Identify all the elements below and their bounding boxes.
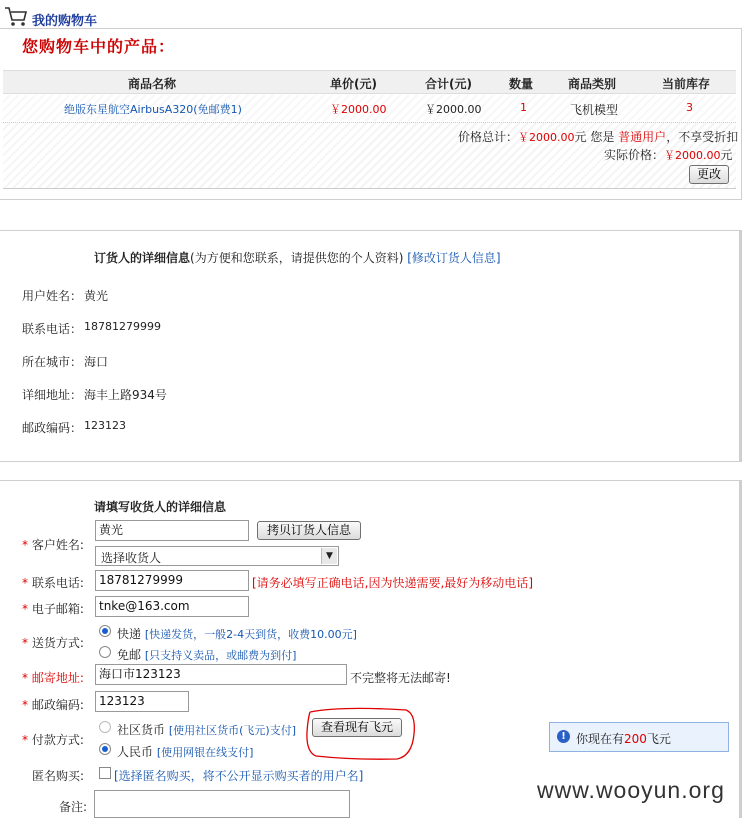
ship-express-option: 快递 [快递发货，一般2-4天到货，收费10.00元] (117, 627, 357, 641)
chevron-down-icon[interactable]: ▼ (321, 548, 337, 564)
product-name-link[interactable]: 绝版东星航空AirbusA320(免邮费1) (64, 103, 242, 116)
actual-price-line (604, 146, 733, 163)
email-label: * 电子邮箱: (22, 602, 84, 616)
actual-suffix: 元 (720, 148, 733, 162)
product-stock: 3 (686, 101, 693, 114)
edit-orderer-link[interactable]: [修改订货人信息] (407, 251, 501, 265)
actual-label: 实际价格： (604, 148, 665, 162)
phone-hint: [请务必填写正确电话,因为快递需要,最好为移动电话] (252, 576, 533, 590)
ship-free-radio[interactable] (99, 646, 111, 658)
address-hint: 不完整将无法邮寄! (350, 671, 451, 685)
orderer-zip-label: 邮政编码： (22, 421, 83, 435)
anonymous-hint: [选择匿名购买，将不公开显示购买者的用户名] (114, 769, 364, 783)
col-subtotal: 合计(元) (425, 77, 472, 91)
total-suffix: 元 您是 (574, 130, 615, 144)
orderer-name-label: 用户姓名： (22, 289, 83, 303)
pay-coin-option: 社区货币 [使用社区货币(飞元)支付] (117, 723, 297, 737)
orderer-phone-value: 18781279999 (84, 320, 161, 333)
orderer-subtitle: (为方便和您联系，请提供您的个人资料) (190, 251, 404, 265)
product-category: 飞机模型 (570, 103, 619, 117)
receiver-title: 请填写收货人的详细信息 (94, 500, 227, 514)
coin-notice (549, 722, 729, 752)
payment-label: * 付款方式: (22, 733, 84, 747)
product-subtotal: ￥2000.00 (425, 103, 482, 116)
note-textarea[interactable] (94, 790, 350, 818)
annotation-circle (302, 704, 418, 762)
shipping-label: * 送货方式: (22, 636, 84, 650)
address-input[interactable]: 海口市123123 (95, 664, 347, 685)
orderer-address-label: 详细地址： (22, 388, 83, 402)
receiver-name-label: * 客户姓名: (22, 538, 84, 552)
products-heading: 您购物车中的产品： (22, 37, 176, 56)
coin-amount: 200 (624, 732, 647, 746)
ship-free-option: 免邮 [只支持义卖品，或邮费为到付] (117, 648, 297, 662)
product-price: ￥2000.00 (330, 103, 387, 116)
user-type: 普通用户 (618, 130, 667, 144)
receiver-name-input[interactable]: 黄光 (95, 520, 249, 541)
ship-express-hint: [快递发货，一般2-4天到货，收费10.00元] (144, 628, 357, 641)
col-quantity: 数量 (509, 77, 534, 91)
anonymous-label: 匿名购买: (32, 769, 85, 783)
total-value: ￥2000.00 (518, 131, 575, 144)
cart-icon (4, 5, 28, 27)
actual-value: ￥2000.00 (664, 149, 721, 162)
orderer-city-value: 海口 (84, 355, 109, 369)
orderer-city-label: 所在城市： (22, 355, 83, 369)
check-coins-button[interactable]: 查看现有飞元 (312, 718, 402, 737)
pay-coin-radio[interactable] (99, 721, 111, 733)
coin-notice-text: 你现在有200飞元 (576, 732, 671, 746)
ship-free-hint: [只支持义卖品，或邮费为到付] (144, 649, 297, 662)
pay-rmb-hint: [使用网银在线支付] (156, 746, 254, 759)
pay-rmb-option: 人民币 [使用网银在线支付] (117, 745, 254, 759)
address-label: * 邮寄地址: (22, 671, 84, 685)
info-icon: ! (557, 730, 570, 743)
orderer-address-value: 海丰上路934号 (84, 388, 167, 402)
ship-express-radio[interactable] (99, 625, 111, 637)
col-stock: 当前库存 (662, 77, 711, 91)
receiver-select-value: 选择收货人 (101, 551, 162, 565)
price-total-line (458, 128, 738, 145)
anonymous-checkbox[interactable] (99, 767, 111, 779)
col-product-name: 商品名称 (128, 77, 177, 91)
orderer-title: 订货人的详细信息 (94, 251, 191, 265)
modify-button[interactable]: 更改 (689, 165, 729, 184)
discount-note: ，不享受折扣 (666, 130, 739, 144)
col-category: 商品类别 (568, 77, 617, 91)
note-label: 备注: (59, 800, 88, 814)
copy-orderer-button[interactable]: 拷贝订货人信息 (257, 521, 361, 540)
zip-input[interactable]: 123123 (95, 691, 189, 712)
col-unit-price: 单价(元) (330, 77, 377, 91)
orderer-phone-label: 联系电话： (22, 322, 83, 336)
phone-input[interactable]: 18781279999 (95, 570, 249, 591)
email-input[interactable]: tnke@163.com (95, 596, 249, 617)
orderer-title-line (94, 249, 501, 266)
receiver-select[interactable] (95, 546, 339, 566)
phone-label: * 联系电话: (22, 576, 84, 590)
zip-label: * 邮政编码: (22, 698, 84, 712)
orderer-name-value: 黄光 (84, 289, 109, 303)
pay-rmb-radio[interactable] (99, 743, 111, 755)
watermark: www.wooyun.org (537, 777, 725, 803)
pay-coin-hint: [使用社区货币(飞元)支付] (168, 724, 297, 737)
orderer-zip-value: 123123 (84, 419, 126, 432)
page-title: 我的购物车 (32, 14, 98, 29)
product-quantity: 1 (520, 101, 527, 114)
total-label: 价格总计： (458, 130, 519, 144)
